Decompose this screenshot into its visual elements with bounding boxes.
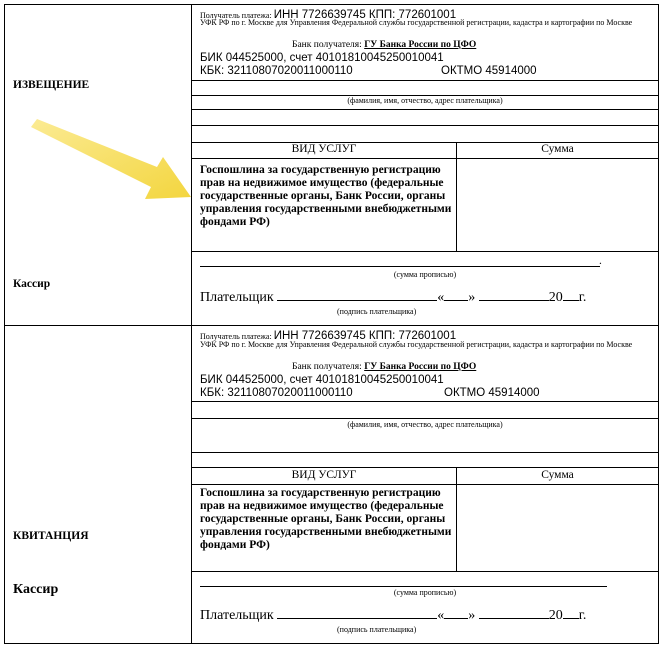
- notice-service-header: ВИД УСЛУГ: [291, 143, 357, 155]
- notice-cashier-label: Кассир: [13, 278, 51, 290]
- notice-sum-words-dot: .: [599, 255, 602, 267]
- receipt-sum-caption: (сумма прописью): [393, 588, 457, 597]
- yellow-arrow-icon: [25, 115, 200, 210]
- receipt-quote-open: «: [437, 608, 445, 623]
- notice-payer-label: Плательщик: [200, 290, 274, 305]
- outer-border-bottom: [4, 643, 659, 644]
- notice-label: ИЗВЕЩЕНИЕ: [13, 79, 90, 91]
- receipt-service-header: ВИД УСЛУГ: [291, 469, 357, 481]
- receipt-bank-prefix: Банк получателя:: [292, 362, 365, 372]
- receipt-kbk: КБК: 32110807020011000110: [200, 387, 353, 399]
- notice-signature-caption: (подпись плательщика): [337, 307, 417, 316]
- notice-payer-caption: (фамилия, имя, отчество, адрес плательщика): [347, 96, 503, 105]
- receipt-sum-words-line[interactable]: [200, 586, 607, 587]
- receipt-label: КВИТАНЦИЯ: [13, 530, 89, 542]
- receipt-day-field[interactable]: [444, 607, 468, 619]
- notice-quote-close: »: [468, 290, 476, 305]
- notice-bik: БИК 044525000, счет 40101810045250010041: [200, 52, 444, 64]
- receipt-ufk: УФК РФ по г. Москве для Управления Федеральной службы государственной регистрации, кадастра и картографии по Москве: [200, 340, 633, 349]
- receipt-payee-inn-kpp: ИНН 7726639745 КПП: 772601001: [273, 330, 457, 342]
- notice-year-prefix: 20: [548, 290, 563, 305]
- notice-payee-inn-kpp: ИНН 7726639745 КПП: 772601001: [273, 9, 457, 21]
- notice-year-field[interactable]: [563, 289, 579, 301]
- notice-bank-line: [292, 40, 476, 51]
- notice-ufk: УФК РФ по г. Москве для Управления Федеральной службы государственной регистрации, кадастра и картографии по Москве: [200, 18, 633, 27]
- notice-signature-field[interactable]: [277, 289, 437, 301]
- notice-rule: [191, 109, 659, 110]
- notice-sum-header: Сумма: [541, 143, 574, 155]
- receipt-signature-field[interactable]: [277, 607, 437, 619]
- outer-border-left: [4, 4, 5, 644]
- receipt-signature-caption: (подпись плательщика): [337, 625, 417, 634]
- receipt-service-text: Госпошлина за государственную регистрацию прав на недвижимое имущество (федеральные государственные органы, Банк России, органы управления государственными внебюджетными фондами РФ): [200, 487, 452, 551]
- receipt-rule: [191, 418, 659, 419]
- notice-bank-prefix: Банк получателя:: [292, 40, 365, 50]
- receipt-quote-close: »: [468, 608, 476, 623]
- receipt-service-table-bottom: [191, 571, 659, 572]
- notice-service-text: Госпошлина за государственную регистрацию прав на недвижимое имущество (федеральные государственные органы, Банк России, органы управления государственными внебюджетными фондами РФ): [200, 164, 452, 228]
- notice-sum-cell[interactable]: [457, 159, 658, 251]
- notice-sum-caption: (сумма прописью): [393, 270, 457, 279]
- notice-service-table-bottom: [191, 251, 659, 252]
- notice-year-suffix: г.: [578, 290, 587, 305]
- outer-border-right: [658, 4, 659, 644]
- arrow-shape: [31, 119, 191, 199]
- receipt-sum-header: Сумма: [541, 469, 574, 481]
- receipt-oktmo: ОКТМО 45914000: [444, 387, 540, 399]
- receipt-year-field[interactable]: [563, 607, 579, 619]
- notice-bank-name: ГУ Банка России по ЦФО: [364, 40, 477, 50]
- notice-sum-words-line[interactable]: [200, 266, 600, 267]
- receipt-service-table-top: [191, 467, 659, 468]
- receipt-payer-signature-line: [200, 607, 586, 624]
- receipt-payee-prefix: Получатель платежа:: [200, 332, 274, 341]
- receipt-bank-line: [292, 362, 476, 373]
- receipt-cashier-label: Кассир: [13, 582, 59, 597]
- receipt-rule: [191, 452, 659, 453]
- notice-month-field[interactable]: [479, 289, 549, 301]
- receipt-bik: БИК 044525000, счет 40101810045250010041: [200, 374, 444, 386]
- receipt-payer-caption: (фамилия, имя, отчество, адрес плательщика): [347, 420, 503, 429]
- notice-oktmo: ОКТМО 45914000: [441, 65, 537, 77]
- receipt-payer-label: Плательщик: [200, 608, 274, 623]
- notice-quote-open: «: [437, 290, 445, 305]
- receipt-year-suffix: г.: [578, 608, 587, 623]
- receipt-sum-cell[interactable]: [457, 485, 658, 571]
- notice-payee-prefix: Получатель платежа:: [200, 11, 274, 20]
- receipt-year-prefix: 20: [548, 608, 563, 623]
- notice-kbk: КБК: 32110807020011000110: [200, 65, 353, 77]
- notice-day-field[interactable]: [444, 289, 468, 301]
- notice-rule: [191, 80, 659, 81]
- notice-payer-signature-line: [200, 289, 586, 306]
- notice-rule: [191, 125, 659, 126]
- receipt-rule: [191, 401, 659, 402]
- receipt-bank-name: ГУ Банка России по ЦФО: [364, 362, 477, 372]
- receipt-month-field[interactable]: [479, 607, 549, 619]
